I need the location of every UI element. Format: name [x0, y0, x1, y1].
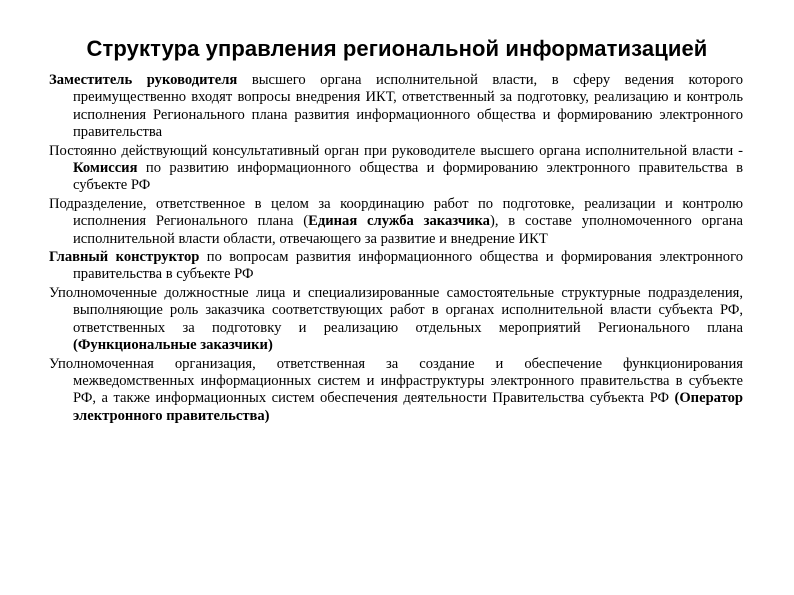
- list-item-e-government-operator: [49, 356, 743, 426]
- item-text: Подразделение, ответственное в целом за координацию работ по подготовке, реализации и контролю исполнения Регионального плана (: [49, 195, 743, 230]
- list-item-commission: [49, 143, 743, 195]
- list-item-chief-designer: [49, 249, 743, 284]
- item-text: ), в составе уполномоченного органа исполнительной власти области, отвечающего за развитие и внедрение ИКТ: [73, 213, 743, 247]
- item-text-bold: Заместитель руководителя: [49, 72, 238, 88]
- item-text-bold: Главный конструктор: [49, 249, 200, 266]
- item-text-bold: Комиссия: [73, 160, 138, 177]
- item-text: по развитию информационного общества и формированию электронного правительства в субъекте РФ: [73, 160, 743, 194]
- item-text: Постоянно действующий консультативный орган при руководителе высшего органа исполнительной власти -: [49, 142, 743, 159]
- list-item-deputy-head: [49, 72, 743, 142]
- list-item-functional-customers: [49, 285, 743, 355]
- item-text-bold: (Оператор электронного правительства): [73, 390, 743, 424]
- item-text-bold: (Функциональные заказчики): [73, 337, 273, 354]
- item-text: по вопросам развития информационного общества и формирования электронного правительства в субъекте РФ: [73, 249, 743, 283]
- list-item-customer-service: [49, 196, 743, 248]
- item-text: Уполномоченные должностные лица и специализированные самостоятельные структурные подразделения, выполняющие роль заказчика соответствующих работ в органах исполнительной власти субъекта РФ, ответственных за подготовку и реализацию отдельных мероприятий Регионального плана: [49, 284, 743, 336]
- item-text: высшего органа исполнительной власти, в сферу ведения которого преимущественно входят вопросы внедрения ИКТ, ответственный за подготовку, реализацию и контроль исполнения Регионального плана развития информационного общества и формированию электронного правительства: [73, 72, 743, 141]
- structure-list: [49, 72, 743, 426]
- item-text-bold: Единая служба заказчика: [308, 213, 490, 230]
- slide-title: Структура управления региональной информатизацией: [86, 36, 708, 61]
- item-text: Уполномоченная организация, ответственная за создание и обеспечение функционирования межведомственных информационных систем и инфраструктуры электронного правительства в субъекте РФ, а также информационных систем обеспечения деятельности Правительства субъекта РФ: [49, 355, 743, 407]
